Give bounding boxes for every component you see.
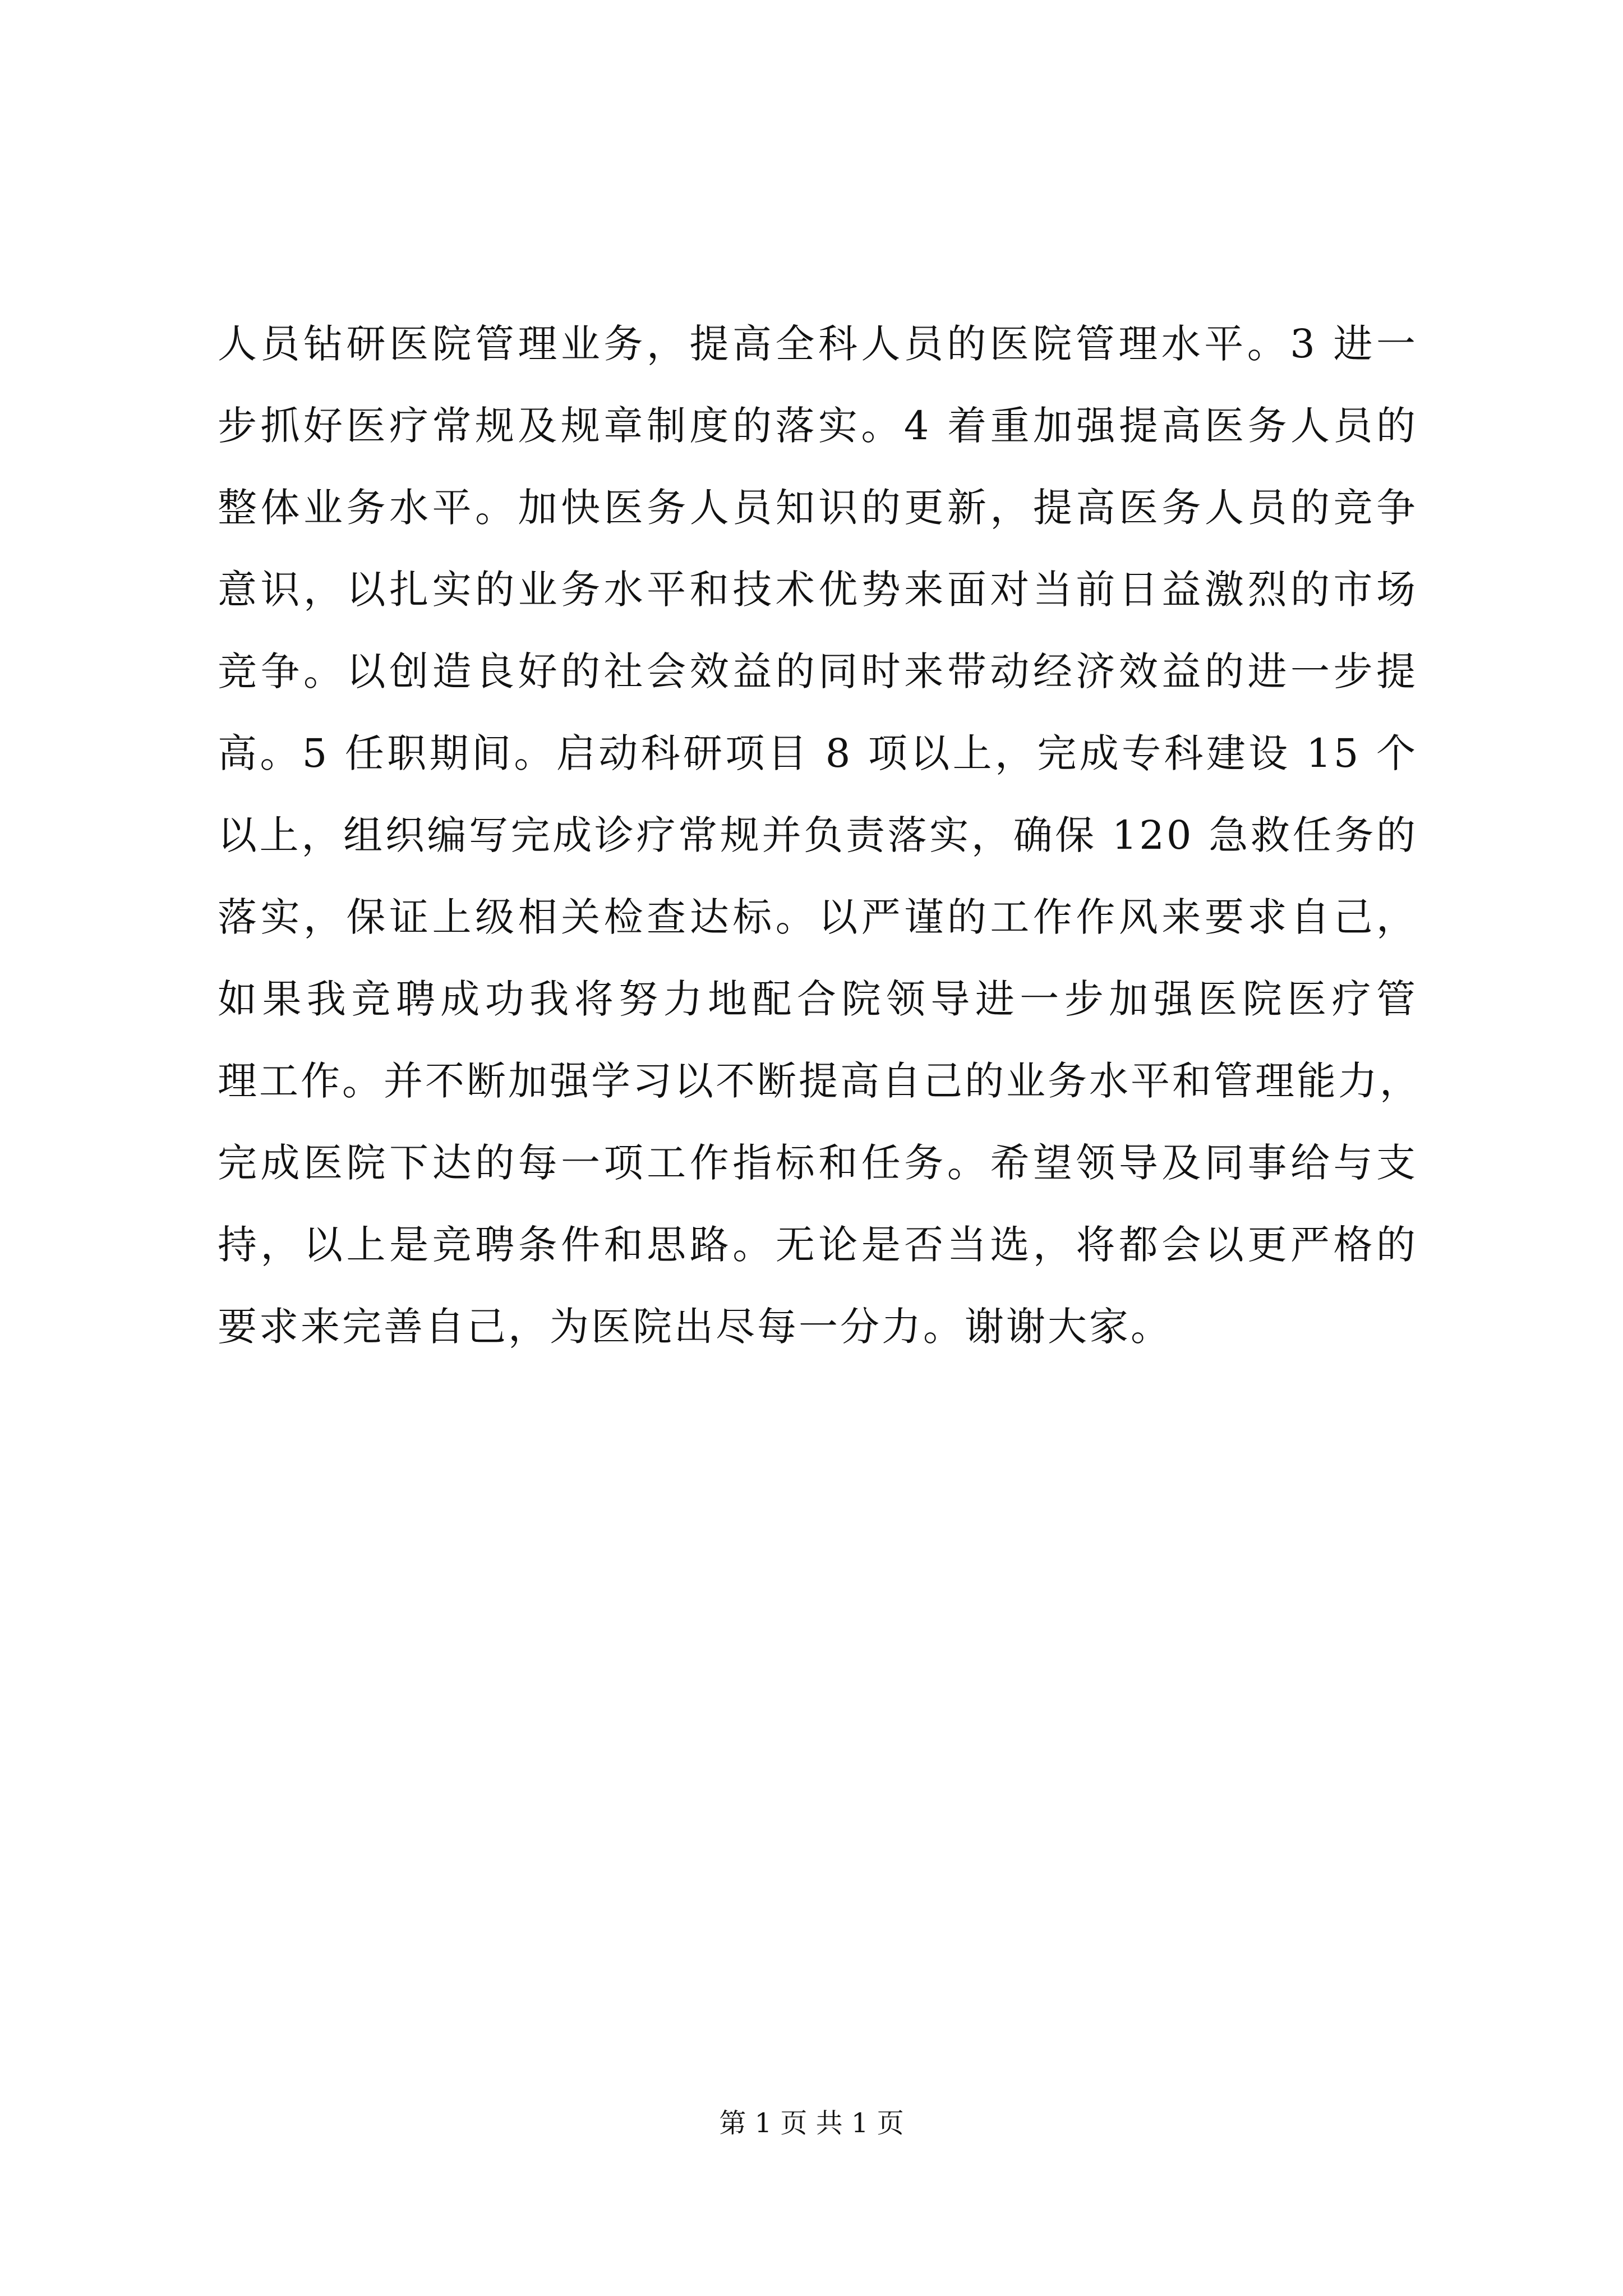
text-line: 竞争。以创造良好的社会效益的同时来带动经济效益的进一步提 [218,648,1418,694]
text-line: 落实，保证上级相关检查达标。以严谨的工作作风来要求自己， [218,894,1418,940]
text-line: 以上，组织编写完成诊疗常规并负责落实，确保 120 急救任务的 [218,812,1418,858]
text-line: 要求来完善自己，为医院出尽每一分力。谢谢大家。 [218,1304,1172,1350]
text-line: 理工作。并不断加强学习以不断提高自己的业务水平和管理能力， [218,1058,1421,1104]
page-footer: 第 1 页 共 1 页 [719,2108,904,2139]
text-line: 如果我竞聘成功我将努力地配合院领导进一步加强医院医疗管 [218,976,1418,1022]
text-line: 步抓好医疗常规及规章制度的落实。4 着重加强提高医务人员的 [218,403,1418,449]
body-text [218,303,1421,1368]
text-line: 整体业务水平。加快医务人员知识的更新，提高医务人员的竞争 [218,485,1418,531]
text-line: 完成医院下达的每一项工作指标和任务。希望领导及同事给与支 [218,1140,1418,1186]
text-line: 持，以上是竞聘条件和思路。无论是否当选，将都会以更严格的 [218,1222,1418,1268]
text-line: 高。5 任职期间。启动科研项目 8 项以上，完成专科建设 15 个 [218,730,1418,776]
text-line: 人员钻研医院管理业务，提高全科人员的医院管理水平。3 进一 [218,321,1418,367]
text-line: 意识，以扎实的业务水平和技术优势来面对当前日益激烈的市场 [218,567,1418,613]
